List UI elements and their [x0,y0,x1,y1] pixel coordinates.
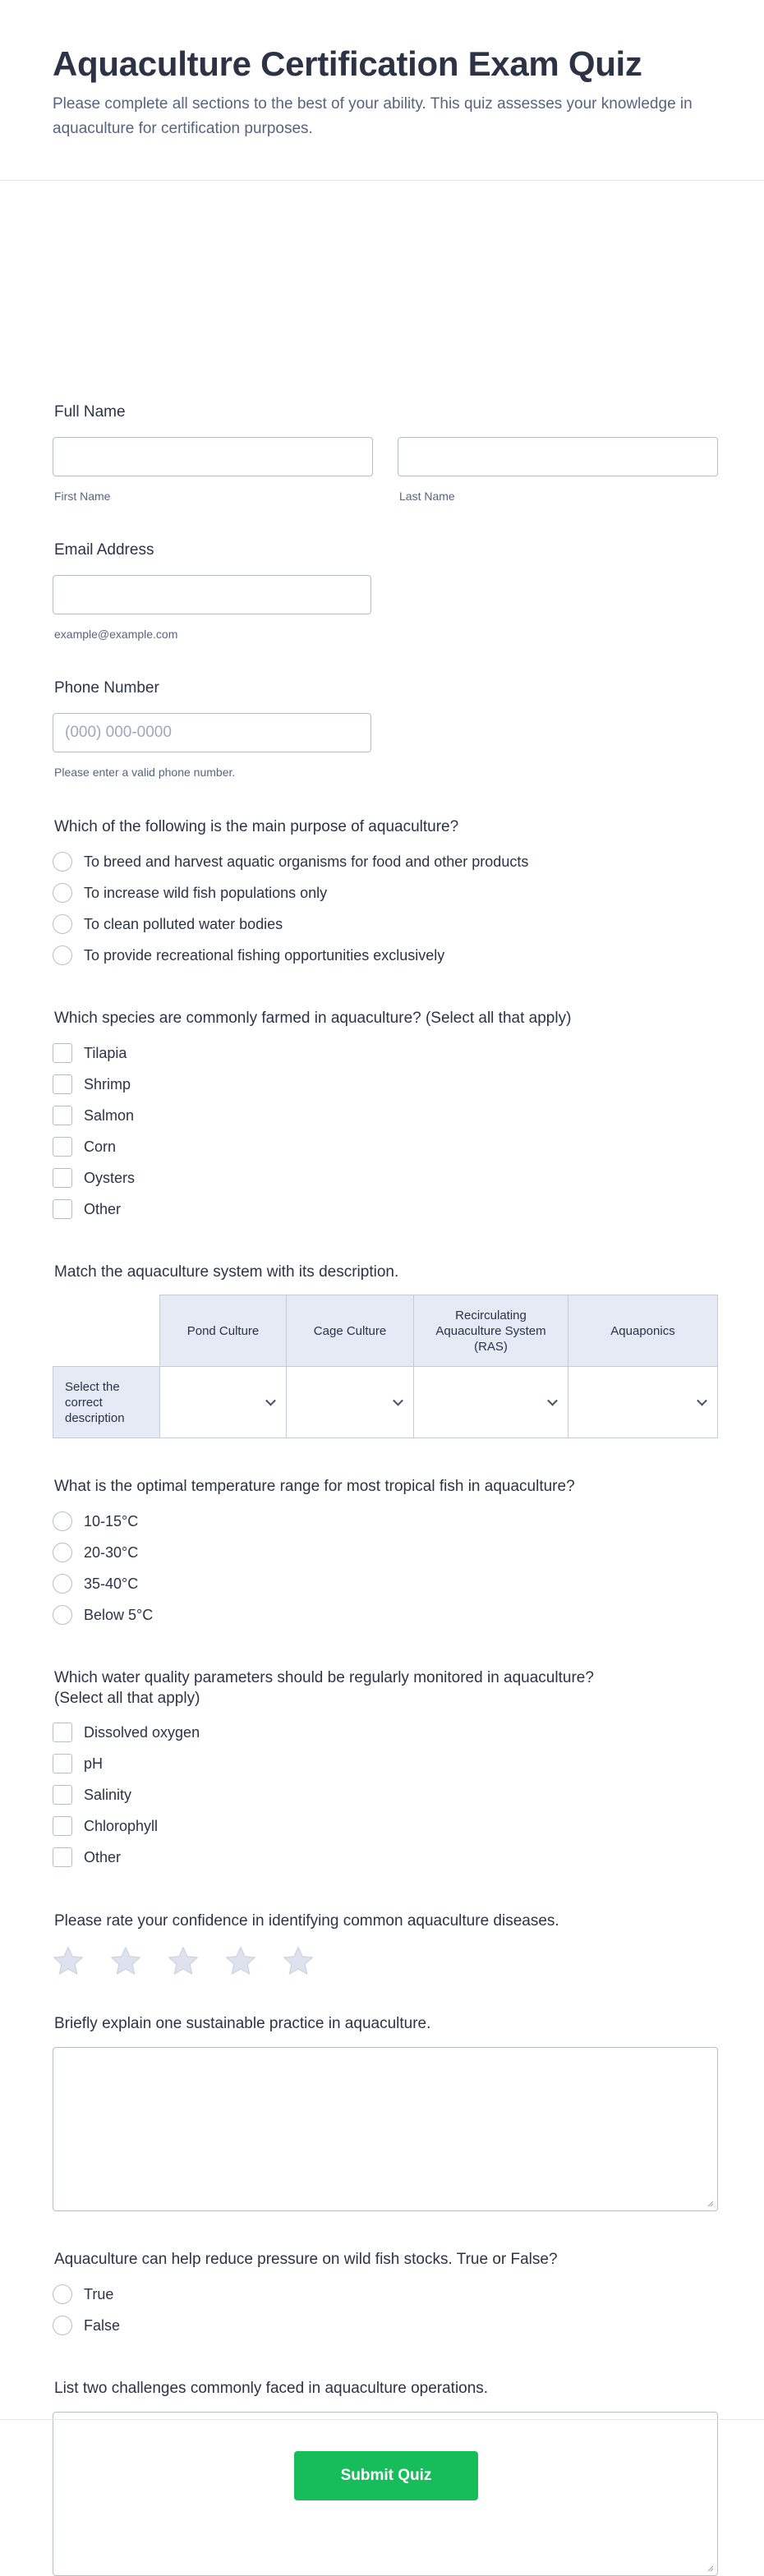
water-quality-option[interactable] [53,1810,200,1842]
sustainable-textarea[interactable] [53,2047,718,2211]
matrix-column-header: Cage Culture [286,1295,414,1367]
purpose-option[interactable] [53,877,528,908]
radio-button[interactable] [53,2316,72,2335]
species-option[interactable] [53,1194,135,1225]
chevron-down-icon [697,1396,707,1406]
phone-sublabel: Please enter a valid phone number. [54,766,236,779]
star-icon[interactable] [108,1944,143,1979]
radio-button[interactable] [53,1511,72,1531]
species-option[interactable] [53,1037,135,1069]
star-rating [51,1944,315,1979]
email-label: Email Address [54,541,154,559]
temperature-option[interactable] [53,1537,153,1568]
option-label: Salinity [84,1786,132,1803]
chevron-down-icon [547,1396,558,1406]
option-label: Tilapia [84,1044,127,1061]
truefalse-question-label: Aquaculture can help reduce pressure on wild fish stocks. True or False? [54,2251,558,2268]
temperature-option[interactable] [53,1568,153,1599]
option-label: False [84,2316,121,2334]
option-label: 35-40°C [84,1575,139,1592]
checkbox[interactable] [53,1723,72,1742]
first-name-sublabel: First Name [54,490,111,503]
option-label: Corn [84,1138,117,1155]
page-subtitle: Please complete all sections to the best of your ability. This quiz assesses your knowledge in aquaculture for certification purposes. [53,95,693,137]
form-footer [0,2419,764,2542]
species-options [53,1037,135,1225]
species-option[interactable] [53,1162,135,1194]
resize-grip-icon[interactable] [706,2564,714,2572]
checkbox[interactable] [53,1043,72,1063]
water-quality-question-label-line2: (Select all that apply) [54,1690,200,1707]
checkbox[interactable] [53,1754,72,1773]
star-icon[interactable] [166,1944,200,1979]
radio-button[interactable] [53,945,72,965]
chevron-down-icon [393,1396,403,1406]
water-quality-option[interactable] [53,1717,200,1748]
temperature-option[interactable] [53,1599,153,1631]
checkbox[interactable] [53,1785,72,1805]
option-label: 10-15°C [84,1512,139,1530]
last-name-sublabel: Last Name [399,490,455,503]
water-quality-option[interactable] [53,1779,200,1810]
chevron-down-icon [265,1396,276,1406]
checkbox[interactable] [53,1847,72,1867]
checkbox[interactable] [53,1106,72,1125]
water-quality-question-label: Which water quality parameters should be regularly monitored in aquaculture? [54,1669,594,1686]
checkbox[interactable] [53,1137,72,1157]
resize-grip-icon[interactable] [706,2199,714,2207]
matrix-column-header: Pond Culture [159,1295,287,1367]
water-quality-option[interactable] [53,1748,200,1779]
purpose-option[interactable] [53,846,528,877]
radio-button[interactable] [53,852,72,872]
truefalse-option[interactable] [53,2310,120,2341]
confidence-question-label: Please rate your confidence in identifying common aquaculture diseases. [54,1912,559,1930]
radio-button[interactable] [53,883,72,903]
purpose-option[interactable] [53,940,528,971]
temperature-question-label: What is the optimal temperature range for most tropical fish in aquaculture? [54,1478,575,1495]
checkbox[interactable] [53,1074,72,1094]
water-quality-options [53,1717,200,1873]
species-option[interactable] [53,1069,135,1100]
full-name-label-text: Full Name [54,403,126,421]
option-label: pH [84,1755,104,1772]
option-label: To clean polluted water bodies [84,915,283,932]
species-option[interactable] [53,1100,135,1131]
option-label: Other [84,1200,122,1217]
star-icon[interactable] [281,1944,315,1979]
option-label: To increase wild fish populations only [84,884,328,901]
matrix-row-label: Select the correct description [53,1366,160,1438]
star-icon[interactable] [223,1944,258,1979]
truefalse-options [53,2279,120,2341]
species-option[interactable] [53,1131,135,1162]
first-name-input[interactable] [53,437,373,476]
matrix-column-header: Recirculating Aquaculture System (RAS) [413,1295,568,1367]
matrix-select[interactable] [159,1366,287,1438]
match-question-label: Match the aquaculture system with its description. [54,1263,399,1281]
option-label: Other [84,1848,122,1865]
email-input[interactable] [53,575,371,614]
radio-button[interactable] [53,1543,72,1562]
matrix-select[interactable] [413,1366,568,1438]
phone-input[interactable]: (000) 000-0000 [53,713,371,752]
page-title: Aquaculture Certification Exam Quiz [53,44,642,83]
option-label: To provide recreational fishing opportunities exclusively [84,946,445,964]
challenges-question-label: List two challenges commonly faced in aquaculture operations. [54,2380,489,2397]
phone-label: Phone Number [54,679,159,697]
option-label: True [84,2285,114,2302]
radio-button[interactable] [53,1574,72,1594]
option-label: Dissolved oxygen [84,1723,200,1741]
matrix-select[interactable] [286,1366,414,1438]
species-question-label: Which species are commonly farmed in aquaculture? (Select all that apply) [54,1010,572,1027]
radio-button[interactable] [53,1605,72,1625]
truefalse-option[interactable] [53,2279,120,2310]
radio-button[interactable] [53,2284,72,2304]
sustainable-question-label: Briefly explain one sustainable practice in aquaculture. [54,2015,431,2032]
star-icon[interactable] [51,1944,85,1979]
checkbox[interactable] [53,1816,72,1836]
last-name-input[interactable] [398,437,718,476]
option-label: Oysters [84,1169,136,1186]
purpose-option[interactable] [53,908,528,940]
option-label: To breed and harvest aquatic organisms for food and other products [84,853,529,870]
option-label: Shrimp [84,1075,131,1092]
option-label: Salmon [84,1106,135,1124]
form-header [0,0,764,181]
checkbox[interactable] [53,1168,72,1188]
matrix-select[interactable] [568,1366,718,1438]
matrix-column-header: Aquaponics [568,1295,718,1367]
water-quality-option[interactable] [53,1842,200,1873]
purpose-question-label: Which of the following is the main purpose of aquaculture? [54,818,459,835]
checkbox[interactable] [53,1199,72,1219]
submit-button[interactable]: Submit Quiz [294,2451,478,2500]
temperature-options [53,1506,153,1631]
option-label: Chlorophyll [84,1817,159,1834]
email-sublabel: example@example.com [54,628,178,641]
option-label: Below 5°C [84,1606,154,1623]
purpose-options [53,846,528,971]
temperature-option[interactable] [53,1506,153,1537]
radio-button[interactable] [53,914,72,934]
option-label: 20-30°C [84,1543,139,1561]
